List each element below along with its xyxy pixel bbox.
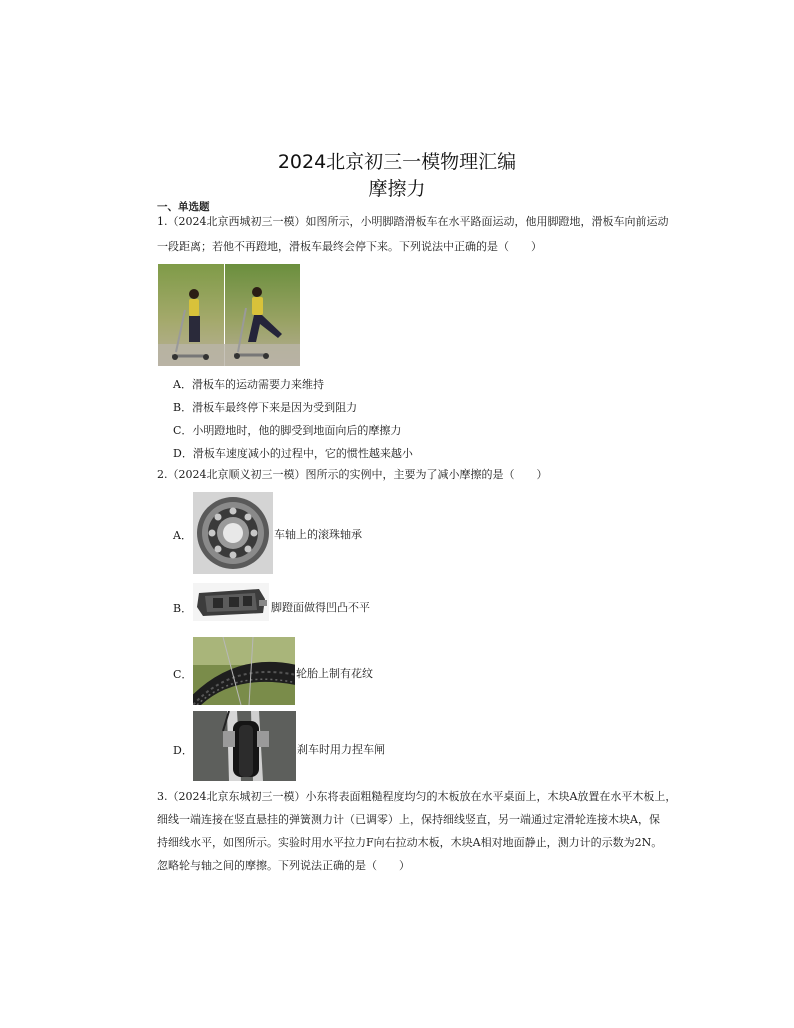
document-subtitle: 摩擦力 [368, 178, 426, 200]
scooter-photo [158, 264, 300, 366]
q1-option-a: A．滑板车的运动需要力来维持 [173, 378, 324, 391]
q3-stem-line2: 细线一端连接在竖直悬挂的弹簧测力计（已调零）上，保持细线竖直，另一端通过定滑轮连接木块A，保 [157, 813, 660, 826]
q2-option-b-text: 脚蹬面做得凹凸不平 [271, 601, 370, 614]
q2-option-d-letter: D． [173, 744, 193, 757]
q3-stem-line4: 忽略轮与轴之间的摩擦。下列说法正确的是（ ） [157, 859, 410, 872]
q1-option-c: C．小明蹬地时，他的脚受到地面向后的摩擦力 [173, 424, 402, 437]
q3-stem-line1: 3.（2024北京东城初三一模）小东将表面粗糙程度均匀的木板放在水平桌面上，木块A放置在水平木板上， [157, 790, 677, 803]
tire-photo [193, 637, 295, 705]
q1-stem-line2: 一段距离；若他不再蹬地，滑板车最终会停下来。下列说法中正确的是（ ） [157, 240, 542, 253]
q1-option-b: B．滑板车最终停下来是因为受到阻力 [173, 401, 358, 414]
ball-bearing-photo [193, 492, 273, 574]
q2-stem: 2.（2024北京顺义初三一模）图所示的实例中，主要为了减小摩擦的是（ ） [157, 468, 548, 481]
q2-option-a-text: 车轴上的滚珠轴承 [274, 528, 362, 541]
q2-option-b-letter: B． [173, 602, 193, 615]
document-title: 2024北京初三一模物理汇编 [277, 151, 517, 173]
pedal-photo [193, 583, 269, 621]
q2-option-d-text: 刹车时用力捏车闸 [297, 743, 385, 756]
brake-photo [193, 711, 296, 781]
q1-option-d: D．滑板车速度减小的过程中，它的惯性越来越小 [173, 447, 413, 460]
section-heading: 一、单选题 [157, 201, 210, 213]
q3-stem-line3: 持细线水平，如图所示。实验时用水平拉力F向右拉动木板，木块A相对地面静止，测力计的示数为2N。 [157, 836, 663, 849]
q1-stem-line1: 1.（2024北京西城初三一模）如图所示，小明脚踏滑板车在水平路面运动，他用脚蹬地，滑板车向前运动 [157, 215, 669, 228]
q2-option-c-letter: C． [173, 668, 193, 681]
q2-option-c-text: 轮胎上制有花纹 [296, 667, 373, 680]
q2-option-a-letter: A． [173, 529, 192, 542]
